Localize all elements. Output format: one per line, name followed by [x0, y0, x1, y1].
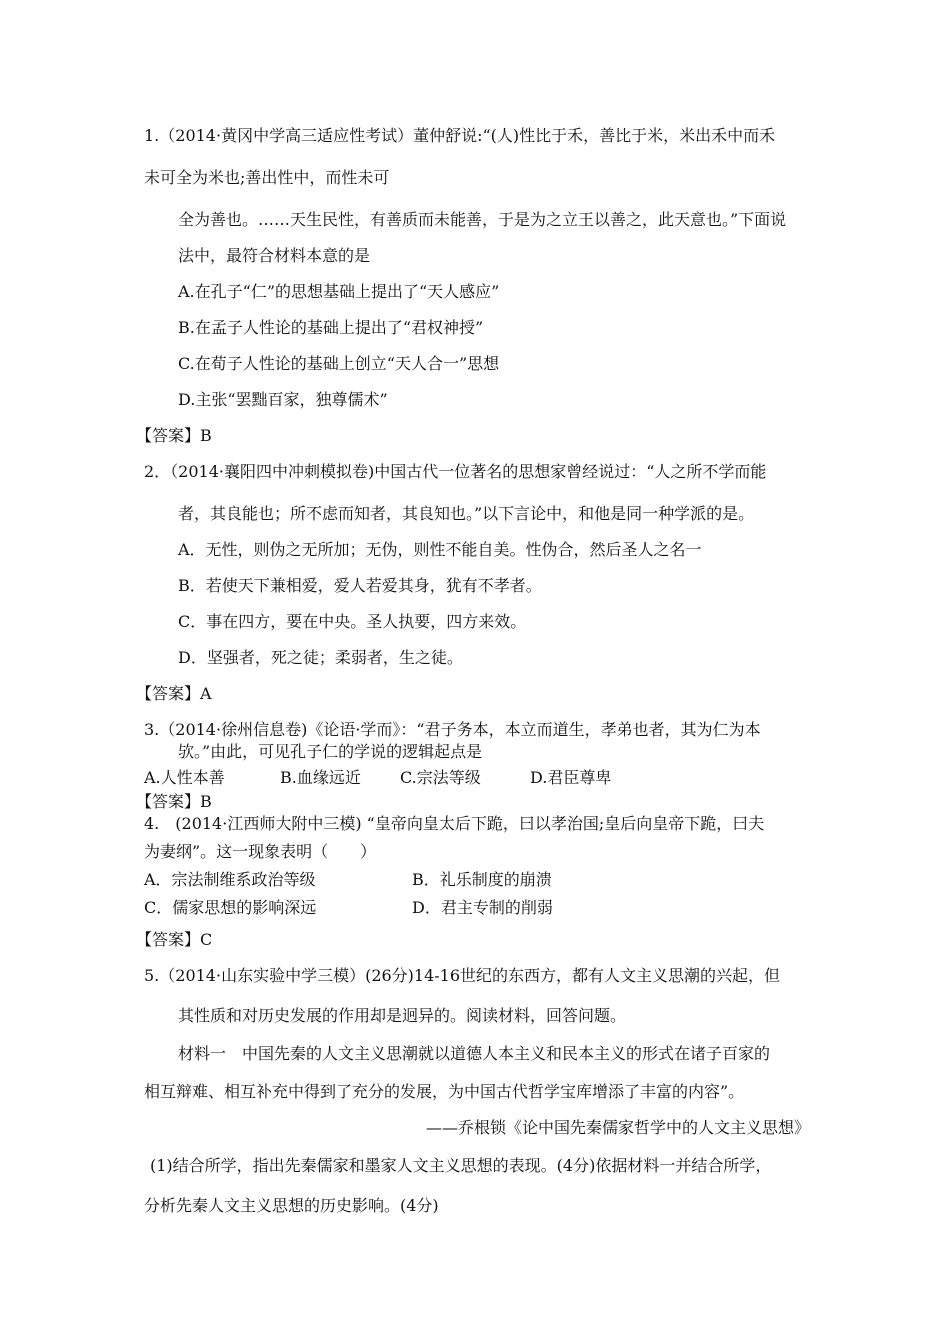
- q5-stem-line2: 其性质和对历史发展的作用却是迥异的。阅读材料，回答问题。: [178, 1006, 627, 1025]
- q4-stem-line2: 为妻纲”。这一现象表明（ ）: [144, 842, 377, 861]
- q5-subquestion-line2: 分析先秦人文主义思想的历史影响。(4分): [144, 1196, 439, 1215]
- answer-tag: 【答案】: [136, 930, 201, 949]
- q3-stem-line1: 3.（2014·徐州信息卷)《论语·学而》：“君子务本，本立而道生，孝弟也者，其为仁为本: [144, 720, 761, 739]
- q2-option-a: A．无性，则伪之无所加；无伪，则性不能自美。性伪合，然后圣人之名一: [178, 540, 702, 559]
- q3-stem-line2: 欤。”由此，可见孔子仁的学说的逻辑起点是: [178, 742, 483, 761]
- q4-option-d: D．君主专制的削弱: [412, 898, 553, 917]
- q1-stem-line1: 1.（2014·黄冈中学高三适应性考试）董仲舒说:“(人)性比于禾，善比于米，米出禾中而禾: [144, 126, 776, 145]
- q2-answer: [136, 684, 212, 704]
- q4-option-a: A．宗法制维系政治等级: [144, 870, 316, 889]
- q1-option-d: D.主张“罢黜百家，独尊儒术”: [178, 390, 388, 409]
- q4-option-c: C．儒家思想的影响深远: [144, 898, 317, 917]
- q2-stem-line2: 者，其良能也；所不虑而知者，其良知也。”以下言论中，和他是同一种学派的是。: [178, 504, 755, 523]
- q2-option-b: B．若使天下兼相爱，爱人若爱其身，犹有不孝者。: [178, 576, 542, 595]
- answer-tag: 【答案】: [136, 684, 201, 703]
- q4-stem-line1: 4. (2014·江西师大附中三模) “皇帝向皇太后下跪，曰以孝治国;皇后向皇帝下跪，曰夫: [144, 814, 765, 833]
- q1-stem-line4: 法中，最符合材料本意的是: [178, 246, 371, 265]
- q3-option-a: A.人性本善: [144, 768, 225, 787]
- q1-stem-line2: 未可全为米也;善出性中，而性未可: [144, 168, 390, 187]
- q4-answer: [136, 930, 212, 950]
- q3-answer: [136, 792, 212, 812]
- q1-stem-line3: 全为善也。……天生民性，有善质而未能善，于是为之立王以善之，此天意也。”下面说: [178, 210, 787, 229]
- q1-answer: [136, 426, 212, 446]
- answer-tag: 【答案】: [136, 792, 201, 811]
- answer-value: A: [200, 684, 212, 703]
- q5-material1-line1: 材料一 中国先秦的人文主义思潮就以道德人本主义和民本主义的形式在诸子百家的: [178, 1044, 771, 1063]
- q3-option-d: D.君臣尊卑: [530, 768, 612, 787]
- q5-material1-source: ——乔根锁《论中国先秦儒家哲学中的人文主义思想》: [425, 1118, 810, 1137]
- answer-value: C: [200, 930, 213, 949]
- q1-option-a: A.在孔子“仁”的思想基础上提出了“天人感应”: [178, 282, 500, 301]
- q3-option-b: B.血缘远近: [280, 768, 361, 787]
- answer-value: B: [200, 792, 212, 811]
- q5-subquestion-line1: (1)结合所学，指出先秦儒家和墨家人文主义思想的表现。(4分)依据材料一并结合所学，: [150, 1156, 772, 1175]
- q2-option-d: D．坚强者，死之徒；柔弱者，生之徒。: [178, 648, 463, 667]
- q2-stem-line1: 2．（2014·襄阳四中冲刺模拟卷)中国古代一位著名的思想家曾经说过：“人之所不学而能: [144, 462, 767, 481]
- q1-option-b: B.在孟子人性论的基础上提出了“君权神授”: [178, 318, 484, 337]
- q4-option-b: B．礼乐制度的崩溃: [412, 870, 552, 889]
- q2-option-c: C．事在四方，要在中央。圣人执要，四方来效。: [178, 612, 527, 631]
- q3-option-c: C.宗法等级: [400, 768, 481, 787]
- q5-stem-line1: 5.（2014·山东实验中学三模）(26分)14-16世纪的东西方，都有人文主义思潮的兴起，但: [144, 966, 781, 985]
- answer-tag: 【答案】: [136, 426, 201, 445]
- q5-material1-line2: 相互辩难、相互补充中得到了充分的发展，为中国古代哲学宝库增添了丰富的内容”。: [144, 1082, 745, 1101]
- answer-value: B: [200, 426, 212, 445]
- q1-option-c: C.在荀子人性论的基础上创立“天人合一”思想: [178, 354, 500, 373]
